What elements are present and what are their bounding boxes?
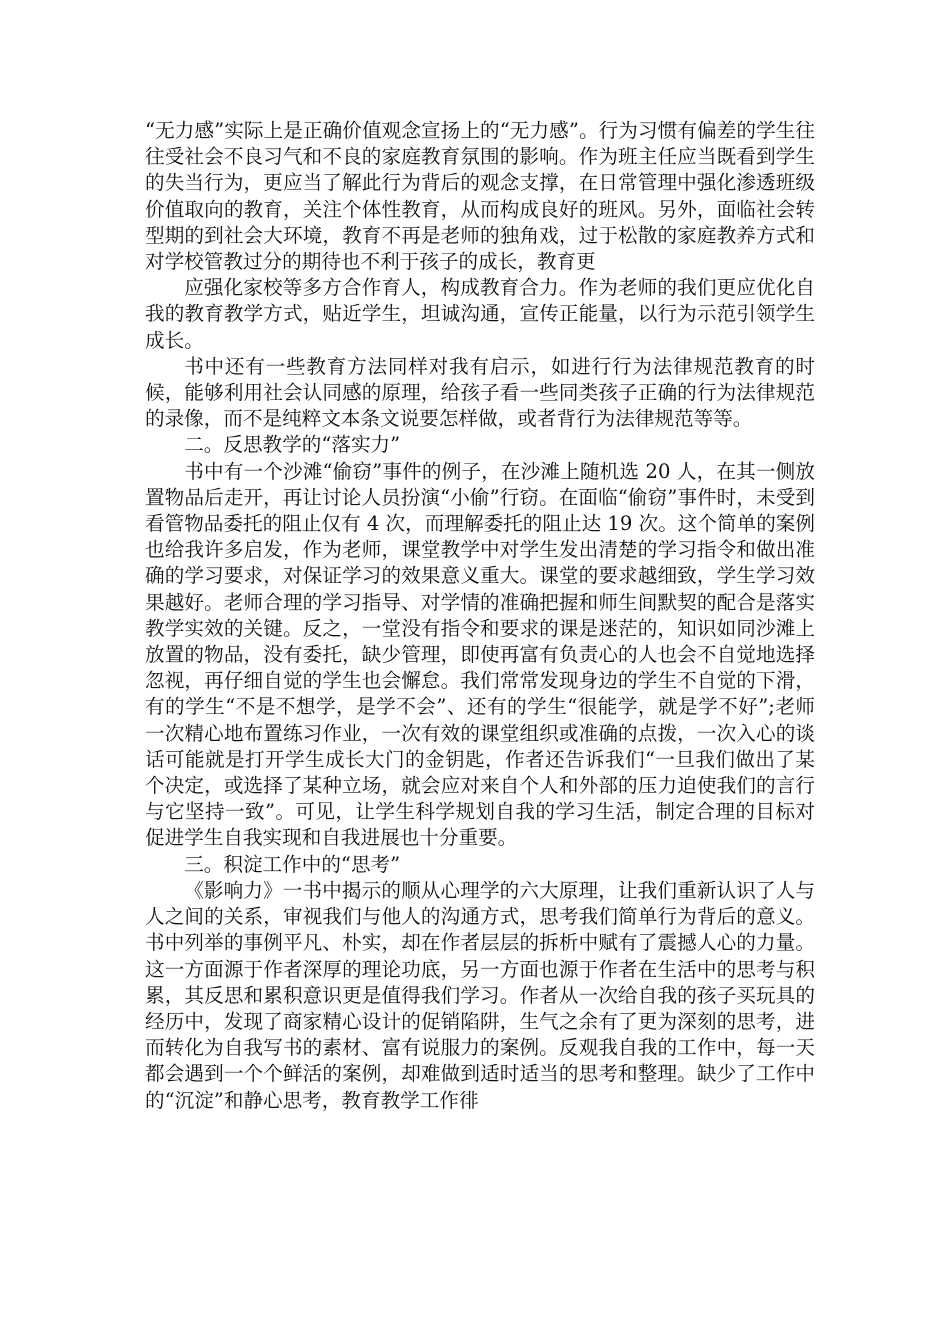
paragraph-4: 书中有一个沙滩“偷窃”事件的例子，在沙滩上随机选 20 人，在其一侧放置物品后走开，再让讨论人员扮演“小偷”行窃。在面临“偷窃”事件时，未受到看管物品委托的阻止仅有 4 次，而理解委托的阻止达 19 次。这个简单的案例也给我许多启发，作为老师，课堂教学中对学生发出清楚的学习指令和做出准确的学习要求，对保证学习的效果意义重大。课堂的要求越细致，学生学习效果越好。老师合理的学习指导、对学情的准确把握和师生间默契的配合是落实教学实效的关键。反之，一堂没有指令和要求的课是迷茫的，知识如同沙滩上放置的物品，没有委托，缺少管理，即使再富有负责心的人也会不自觉地选择忽视，再仔细自觉的学生也会懈怠。我们常常发现身边的学生不自觉的下滑，有的学生“不是不想学，是学不会”、还有的学生“很能学，就是学不好”;老师一次精心地布置练习作业，一次有效的课堂组织或准确的点拨，一次入心的谈话可能就是打开学生成长大门的金钥匙，作者还告诉我们“一旦我们做出了某个决定，或选择了某种立场，就会应对来自个人和外部的压力迫使我们的言行与它坚持一致”。可见，让学生科学规划自我的学习生活，制定合理的目标对促进学生自我实现和自我进展也十分重要。 [145, 459, 815, 850]
paragraph-1: “无力感”实际上是正确价值观念宣扬上的“无力感”。行为习惯有偏差的学生往往受社会不良习气和不良的家庭教育氛围的影响。作为班主任应当既看到学生的失当行为，更应当了解此行为背后的观念支撑，在日常管理中强化渗透班级价值取向的教育，关注个体性教育，从而构成良好的班风。另外，面临社会转型期的到社会大环境，教育不再是老师的独角戏，过于松散的家庭教养方式和对学校管教过分的期待也不利于孩子的成长，教育更 [145, 119, 815, 274]
paragraph-3: 书中还有一些教育方法同样对我有启示，如进行行为法律规范教育的时候，能够利用社会认同感的原理，给孩子看一些同类孩子正确的行为法律规范的录像，而不是纯粹文本条文说要怎样做，或者背行为法律规范等等。 [145, 354, 815, 431]
document-body [145, 118, 815, 1114]
paragraph-2: 应强化家校等多方合作育人，构成教育合力。作为老师的我们更应优化自我的教育教学方式，贴近学生，坦诚沟通，宣传正能量，以行为示范引领学生成长。 [145, 276, 815, 352]
section-heading-3: 三。积淀工作中的“思考” [184, 852, 401, 876]
section-heading-2: 二。反思教学的“落实力” [184, 433, 401, 457]
paragraph-5: 《影响力》一书中揭示的顺从心理学的六大原理，让我们重新认识了人与人之间的关系，审视我们与他人的沟通方式，思考我们简单行为背后的意义。书中列举的事例平凡、朴实，却在作者层层的拆析中赋有了震撼人心的力量。这一方面源于作者深厚的理论功底，另一方面也源于作者在生活中的思考与积累，其反思和累积意识更是值得我们学习。作者从一次给自我的孩子买玩具的经历中，发现了商家精心设计的促销陷阱，生气之余有了更为深刻的思考，进而转化为自我写书的素材、富有说服力的案例。反观我自我的工作中，每一天都会遇到一个个鲜活的案例，却难做到适时适当的思考和整理。缺少了工作中的“沉淀”和静心思考，教育教学工作徘 [145, 878, 815, 1112]
